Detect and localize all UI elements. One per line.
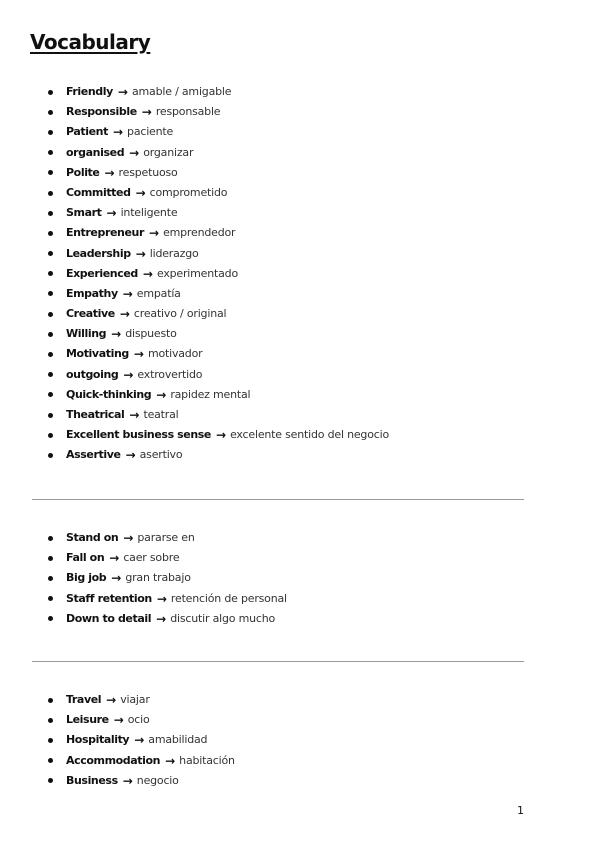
vocab-term: Experienced <box>66 266 138 280</box>
page-number: 1 <box>517 804 524 817</box>
vocab-term: Responsible <box>66 105 137 119</box>
arrow-icon: → <box>141 105 152 120</box>
vocab-item <box>48 304 389 324</box>
arrow-icon: → <box>104 165 115 180</box>
bullet-icon <box>48 352 53 357</box>
vocab-list-travel <box>48 690 235 791</box>
vocab-translation: teatral <box>143 408 179 421</box>
vocab-term: Committed <box>66 185 131 199</box>
vocab-term: Excellent business sense <box>66 428 211 442</box>
vocab-list-personal-qualities <box>48 82 389 466</box>
bullet-icon <box>48 616 53 621</box>
bullet-icon <box>48 576 53 581</box>
vocab-item <box>48 102 389 122</box>
vocab-term: Willing <box>66 327 107 341</box>
section-divider <box>32 499 524 500</box>
vocab-translation: empatía <box>136 286 181 300</box>
vocab-translation: responsable <box>155 105 221 119</box>
arrow-icon: → <box>156 387 167 402</box>
vocab-item <box>48 284 389 304</box>
vocab-term: outgoing <box>66 367 119 381</box>
vocab-translation: viajar <box>120 693 150 706</box>
arrow-icon: → <box>123 367 134 382</box>
vocab-translation: organizar <box>143 145 194 159</box>
arrow-icon: → <box>135 246 146 261</box>
vocab-item <box>48 771 235 791</box>
bullet-icon <box>48 90 53 95</box>
vocab-translation: amable / amigable <box>131 85 232 98</box>
bullet-icon <box>48 536 53 541</box>
bullet-icon <box>48 698 53 703</box>
arrow-icon: → <box>117 85 128 99</box>
vocab-term: Patient <box>66 125 108 139</box>
vocab-item <box>48 445 389 465</box>
vocab-item <box>48 528 287 548</box>
arrow-icon: → <box>106 206 117 221</box>
vocab-item <box>48 244 389 264</box>
bullet-icon <box>48 191 53 196</box>
vocab-item <box>48 609 287 629</box>
vocab-term: Polite <box>66 165 100 179</box>
vocab-term: Down to detail <box>66 611 152 625</box>
bullet-icon <box>48 778 53 783</box>
arrow-icon: → <box>111 327 122 342</box>
vocab-translation: motivador <box>147 347 203 361</box>
arrow-icon: → <box>142 266 153 281</box>
vocab-translation: inteligente <box>120 206 178 220</box>
arrow-icon: → <box>216 428 227 443</box>
vocab-translation: discutir algo mucho <box>170 611 276 625</box>
vocab-item <box>48 264 389 284</box>
bullet-icon <box>48 738 53 743</box>
arrow-icon: → <box>111 571 122 586</box>
vocab-translation: caer sobre <box>123 551 180 565</box>
arrow-icon: → <box>113 713 124 728</box>
bullet-icon <box>48 596 53 601</box>
vocab-term: Motivating <box>66 347 129 361</box>
section-divider <box>32 661 524 662</box>
vocab-item <box>48 203 389 223</box>
arrow-icon: → <box>134 733 145 748</box>
bullet-icon <box>48 718 53 723</box>
arrow-icon: → <box>133 347 144 362</box>
bullet-icon <box>48 291 53 296</box>
vocab-item <box>48 405 389 425</box>
vocab-term: Smart <box>66 206 102 220</box>
vocab-term: Empathy <box>66 286 118 300</box>
vocab-item <box>48 751 235 771</box>
bullet-icon <box>48 211 53 216</box>
vocab-term: Friendly <box>66 85 113 98</box>
vocab-item <box>48 183 389 203</box>
vocab-item <box>48 163 389 183</box>
vocab-translation: emprendedor <box>163 226 236 240</box>
vocab-term: Assertive <box>66 448 121 462</box>
vocab-translation: comprometido <box>149 185 228 199</box>
vocab-term: Quick-thinking <box>66 387 152 401</box>
vocab-term: organised <box>66 145 125 159</box>
arrow-icon: → <box>165 753 176 768</box>
vocab-item <box>48 589 287 609</box>
vocab-item <box>48 385 389 405</box>
vocab-item <box>48 324 389 344</box>
vocab-term: Hospitality <box>66 733 130 747</box>
vocab-item <box>48 690 235 710</box>
arrow-icon: → <box>135 185 146 200</box>
vocab-term: Business <box>66 773 118 787</box>
vocab-item <box>48 425 389 445</box>
bullet-icon <box>48 271 53 276</box>
bullet-icon <box>48 312 53 317</box>
vocab-translation: paciente <box>127 125 174 139</box>
vocab-item <box>48 730 235 750</box>
arrow-icon: → <box>123 531 134 545</box>
vocab-term: Stand on <box>66 531 119 544</box>
vocab-translation: retención de personal <box>170 591 287 605</box>
vocab-translation: rapidez mental <box>170 387 251 401</box>
vocab-translation: extrovertido <box>137 367 203 381</box>
vocab-item <box>48 122 389 142</box>
bullet-icon <box>48 251 53 256</box>
arrow-icon: → <box>156 611 167 626</box>
bullet-icon <box>48 372 53 377</box>
vocab-item <box>48 548 287 568</box>
vocab-term: Creative <box>66 307 115 321</box>
arrow-icon: → <box>122 773 133 788</box>
vocab-item <box>48 710 235 730</box>
bullet-icon <box>48 413 53 418</box>
vocab-translation: dispuesto <box>125 327 177 341</box>
arrow-icon: → <box>112 125 124 140</box>
bullet-icon <box>48 392 53 397</box>
vocab-item <box>48 568 287 588</box>
arrow-icon: → <box>119 307 130 322</box>
vocab-term: Accommodation <box>66 753 161 767</box>
vocab-item <box>48 223 389 243</box>
arrow-icon: → <box>129 408 140 422</box>
bullet-icon <box>48 150 53 155</box>
arrow-icon: → <box>109 551 120 566</box>
vocab-translation: negocio <box>136 773 179 787</box>
arrow-icon: → <box>106 693 117 707</box>
vocab-translation: amabilidad <box>148 733 208 747</box>
vocab-term: Entrepreneur <box>66 226 144 240</box>
vocab-item <box>48 143 389 163</box>
arrow-icon: → <box>122 286 133 301</box>
vocab-term: Leadership <box>66 246 131 260</box>
vocab-translation: pararse en <box>137 531 195 544</box>
bullet-icon <box>48 130 53 135</box>
arrow-icon: → <box>125 448 136 463</box>
bullet-icon <box>48 231 53 236</box>
bullet-icon <box>48 758 53 763</box>
bullet-icon <box>48 332 53 337</box>
vocab-term: Theatrical <box>66 408 125 421</box>
arrow-icon: → <box>156 591 167 606</box>
vocab-translation: gran trabajo <box>125 571 191 585</box>
vocab-item <box>48 344 389 364</box>
bullet-icon <box>48 453 53 458</box>
vocab-term: Leisure <box>66 713 109 727</box>
bullet-icon <box>48 110 53 115</box>
vocab-list-expressions <box>48 528 287 629</box>
arrow-icon: → <box>129 145 140 160</box>
vocab-term: Staff retention <box>66 591 152 605</box>
page-title: Vocabulary <box>30 30 151 54</box>
vocab-translation: creativo / original <box>133 307 227 321</box>
bullet-icon <box>48 433 53 438</box>
vocab-translation: asertivo <box>139 448 183 462</box>
vocab-term: Travel <box>66 693 102 706</box>
vocab-translation: experimentado <box>156 266 238 280</box>
vocab-term: Fall on <box>66 551 105 565</box>
vocab-translation: habitación <box>179 753 235 767</box>
vocab-term: Big job <box>66 571 107 585</box>
vocab-item <box>48 365 389 385</box>
bullet-icon <box>48 556 53 561</box>
vocab-item <box>48 82 389 102</box>
vocab-translation: respetuoso <box>118 165 178 179</box>
arrow-icon: → <box>149 226 160 241</box>
vocab-translation: ocio <box>127 713 150 727</box>
vocab-translation: liderazgo <box>149 246 199 260</box>
vocab-translation: excelente sentido del negocio <box>230 428 389 442</box>
bullet-icon <box>48 170 53 175</box>
